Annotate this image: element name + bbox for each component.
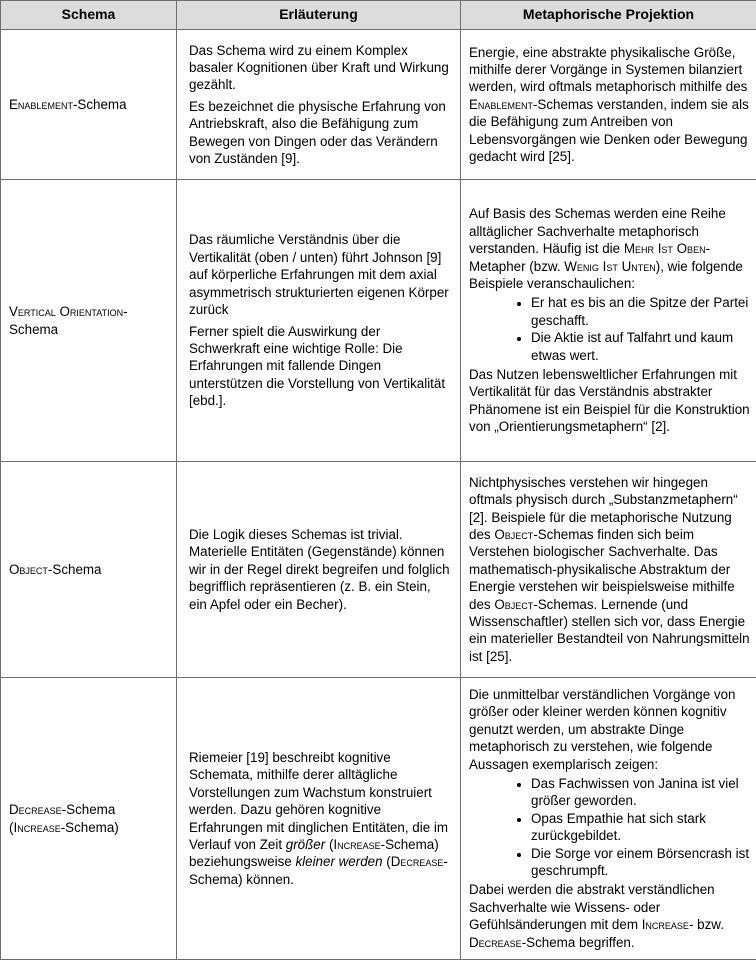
- list-item: • Die Sorge vor einem Börsencrash ist geschrumpft.: [531, 845, 750, 880]
- example-list: [469, 294, 750, 364]
- header-schema: Schema: [1, 1, 177, 30]
- schema-cell: Decrease-Schema (Increase-Schema): [1, 678, 177, 960]
- erlaeuterung-cell: [177, 180, 461, 462]
- header-erlaeuterung: Erläuterung: [177, 1, 461, 30]
- erlaeuterung-paragraph: Riemeier [19] beschreibt kognitive Schemata, mithilfe derer alltägliche Vorstellungen zum Wachstum konstruiert werden. Dazu gehören kognitive Erfahrungen mit dinglichen Entitäten, die im Verlauf von Zeit größer (Increase-Schema) beziehungsweise kleiner werden (Decrease-Schema) können.: [189, 749, 449, 887]
- erlaeuterung-cell: [177, 30, 461, 180]
- erlaeuterung-paragraph: Die Logik dieses Schemas ist trivial. Materielle Entitäten (Gegenstände) können wir in der Regel direkt begreifen und folglich begrifflich repräsentieren (z. B. ein Stein, ein Apfel oder ein Becher).: [189, 526, 450, 612]
- projektion-cell: [461, 462, 756, 678]
- erlaeuterung-paragraph: Das räumliche Verständnis über die Vertikalität (oben / unten) führt Johnson [9] auf körperliche Erfahrungen mit dem axial asymmetrisch strukturierten eigenen Körper zurück: [189, 232, 449, 318]
- erlaeuterung-paragraph: Es bezeichnet die physische Erfahrung von Antriebskraft, also die Befähigung zum Bewegen von Dingen oder das Verändern von Zuständen [9].: [189, 98, 446, 167]
- schema-name: Decrease: [9, 802, 62, 818]
- table-row: [1, 30, 756, 180]
- projektion-cell: [461, 180, 756, 462]
- table-row: [1, 180, 756, 462]
- schema-cell: Object-Schema: [1, 462, 177, 678]
- projektion-cell: [461, 678, 756, 960]
- example-list: [469, 775, 750, 879]
- schema-cell: Vertical Orientation-Schema: [1, 180, 177, 462]
- erlaeuterung-paragraph: Ferner spielt die Auswirkung der Schwerkraft eine wichtige Rolle: Die Erfahrungen mit fallende Dingen unterstützen die Vorstellung von Vertikalität [ebd.].: [189, 323, 446, 409]
- projektion-paragraph: Nichtphysisches verstehen wir hingegen oftmals physisch durch „Substanzmetaphern“ [2]. Beispiele für die metaphorische Nutzung des Object-Schemas finden sich beim Verstehen biologischer Sachverhalte. Das mathematisch-physikalische Abstraktum der Energie verstehen wir beispielsweise mithilfe des Object-Schemas. Lernende (und Wissenschaftler) stellen sich vor, dass Energie ein materieller Bestandteil von Nahrungsmitteln ist [25].: [469, 474, 750, 664]
- projektion-paragraph: Die unmittelbar verständlichen Vorgänge von größer oder kleiner werden können kognitiv genutzt werden, um abstrakte Dinge metaphorisch zu verstehen, wie folgende Aussagen exemplarisch zeigen:: [469, 686, 736, 772]
- table-row: [1, 462, 756, 678]
- projektion-paragraph: Energie, eine abstrakte physikalische Größe, mithilfe derer Vorgänge in Systemen bilanziert werden, wird oftmals metaphorisch mithilfe des Enablement-Schemas verstanden, indem sie als die Befähigung zum Antreiben von Lebensvorgängen wie Denken oder Bewegung gedacht wird [25].: [469, 44, 749, 165]
- schema-name: Enablement: [9, 96, 73, 112]
- projektion-paragraph: Das Nutzen lebensweltlicher Erfahrungen mit Vertikalität für das Verständnis abstrakter Phänomene ist ein Beispiel für die Konstruktion von „Orientierungsmetaphern“ [2].: [469, 367, 750, 435]
- list-item: • Er hat es bis an die Spitze der Partei geschafft.: [531, 294, 750, 329]
- erlaeuterung-cell: [177, 462, 461, 678]
- schema-cell: Enablement-Schema: [1, 30, 177, 180]
- table-header-row: [1, 1, 756, 30]
- list-item: • Das Fachwissen von Janina ist viel größer geworden.: [531, 775, 750, 810]
- projektion-cell: [461, 30, 756, 180]
- schema-name: Object: [9, 561, 48, 577]
- projektion-paragraph: Dabei werden die abstrakt verständlichen Sachverhalte wie Wissens- oder Gefühlsänderungen mit dem Increase- bzw. Decrease-Schema begriffen.: [469, 882, 724, 950]
- projektion-paragraph: Auf Basis des Schemas werden eine Reihe alltäglicher Sachverhalte metaphorisch verstanden. Häufig ist die Mehr Ist Oben-Metapher (bzw. Wenig Ist Unten), wie folgende Beispiele veranschaulichen:: [469, 206, 743, 291]
- erlaeuterung-cell: [177, 678, 461, 960]
- list-item: • Die Aktie ist auf Talfahrt und kaum etwas wert.: [531, 329, 750, 364]
- header-projektion: Metaphorische Projektion: [461, 1, 756, 30]
- list-item: • Opas Empathie hat sich stark zurückgebildet.: [531, 810, 750, 845]
- table-row: [1, 678, 756, 960]
- schema-name: Vertical Orientation: [9, 304, 124, 320]
- erlaeuterung-paragraph: Das Schema wird zu einem Komplex basaler Kognitionen über Kraft und Wirkung gezählt.: [189, 42, 449, 93]
